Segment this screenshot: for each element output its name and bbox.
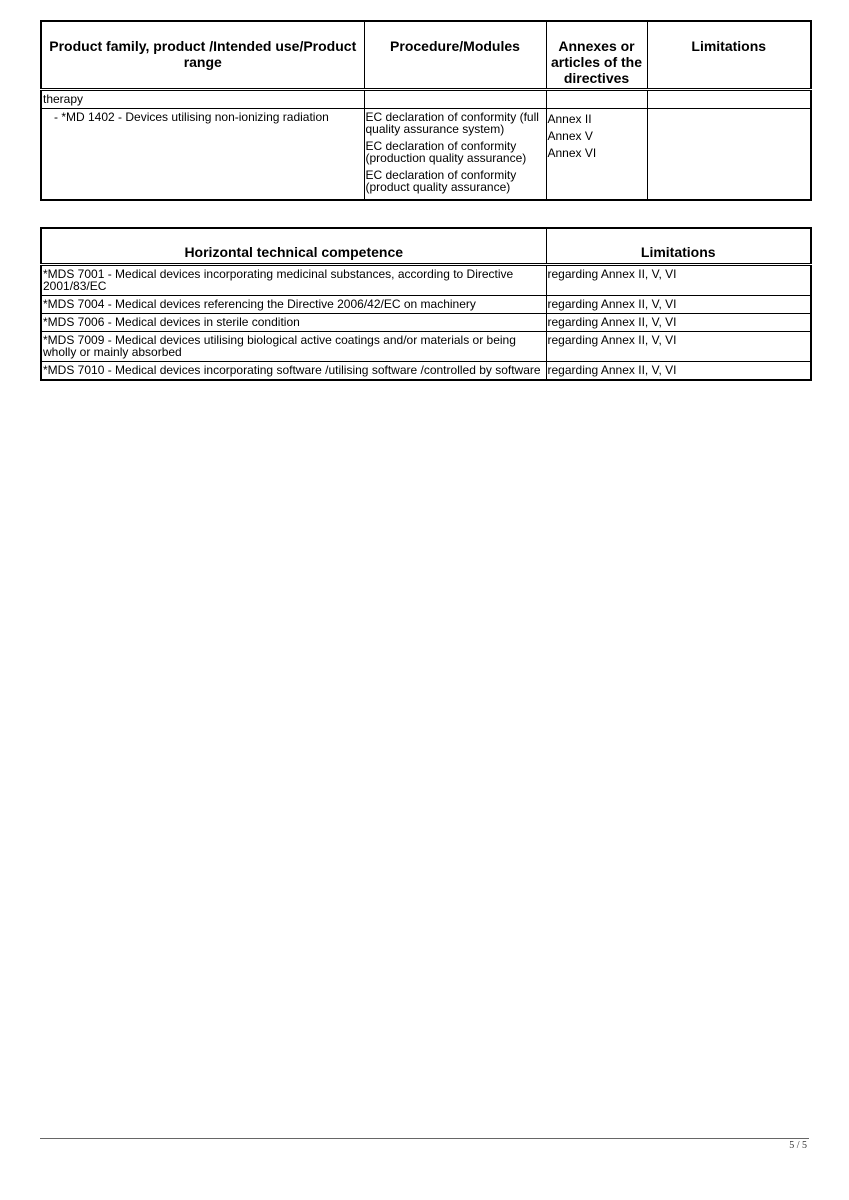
header-limitations: Limitations xyxy=(546,228,811,265)
header-limitations: Limitations xyxy=(647,21,811,90)
competence-cell: *MDS 7010 - Medical devices incorporating software /utilising software /controlled by software xyxy=(41,362,546,381)
table-row xyxy=(41,314,811,332)
table-row xyxy=(41,109,811,201)
annex-item: Annex II xyxy=(547,112,592,126)
procedure-cell xyxy=(364,109,546,201)
table-row xyxy=(41,362,811,381)
limitations-cell: regarding Annex II, V, VI xyxy=(546,332,811,362)
limitations-cell xyxy=(647,109,811,201)
competence-cell: *MDS 7004 - Medical devices referencing the Directive 2006/42/EC on machinery xyxy=(41,296,546,314)
procedure-item: EC declaration of conformity (production quality assurance) xyxy=(365,139,527,165)
product-cell: - *MD 1402 - Devices utilising non-ionizing radiation xyxy=(41,109,364,201)
table-row xyxy=(41,265,811,296)
footer-divider xyxy=(40,1138,809,1139)
limitations-cell: regarding Annex II, V, VI xyxy=(546,314,811,332)
table-row xyxy=(41,332,811,362)
competence-cell: *MDS 7009 - Medical devices utilising biological active coatings and/or materials or being wholly or mainly absorbed xyxy=(41,332,546,362)
table-header-row xyxy=(41,21,811,90)
page-number: 5 / 5 xyxy=(789,1140,807,1151)
procedure-item: EC declaration of conformity (full quality assurance system) xyxy=(365,110,539,136)
header-product: Product family, product /Intended use/Product range xyxy=(41,21,364,90)
header-procedure: Procedure/Modules xyxy=(364,21,546,90)
section-label: therapy xyxy=(41,90,364,109)
header-annexes: Annexes or articles of the directives xyxy=(546,21,647,90)
table-header-row xyxy=(41,228,811,265)
limitations-cell: regarding Annex II, V, VI xyxy=(546,362,811,381)
competence-cell: *MDS 7006 - Medical devices in sterile condition xyxy=(41,314,546,332)
limitations-cell: regarding Annex II, V, VI xyxy=(546,296,811,314)
section-row xyxy=(41,90,811,109)
procedure-item: EC declaration of conformity (product quality assurance) xyxy=(365,168,517,194)
horizontal-competence-table xyxy=(40,227,812,381)
table-row xyxy=(41,296,811,314)
annex-item: Annex V xyxy=(547,129,593,143)
header-competence: Horizontal technical competence xyxy=(41,228,546,265)
competence-cell: *MDS 7001 - Medical devices incorporating medicinal substances, according to Directive 2001/83/EC xyxy=(41,265,546,296)
annex-item: Annex VI xyxy=(547,146,597,160)
limitations-cell: regarding Annex II, V, VI xyxy=(546,265,811,296)
annexes-cell xyxy=(546,109,647,201)
conformity-procedures-table xyxy=(40,20,812,201)
